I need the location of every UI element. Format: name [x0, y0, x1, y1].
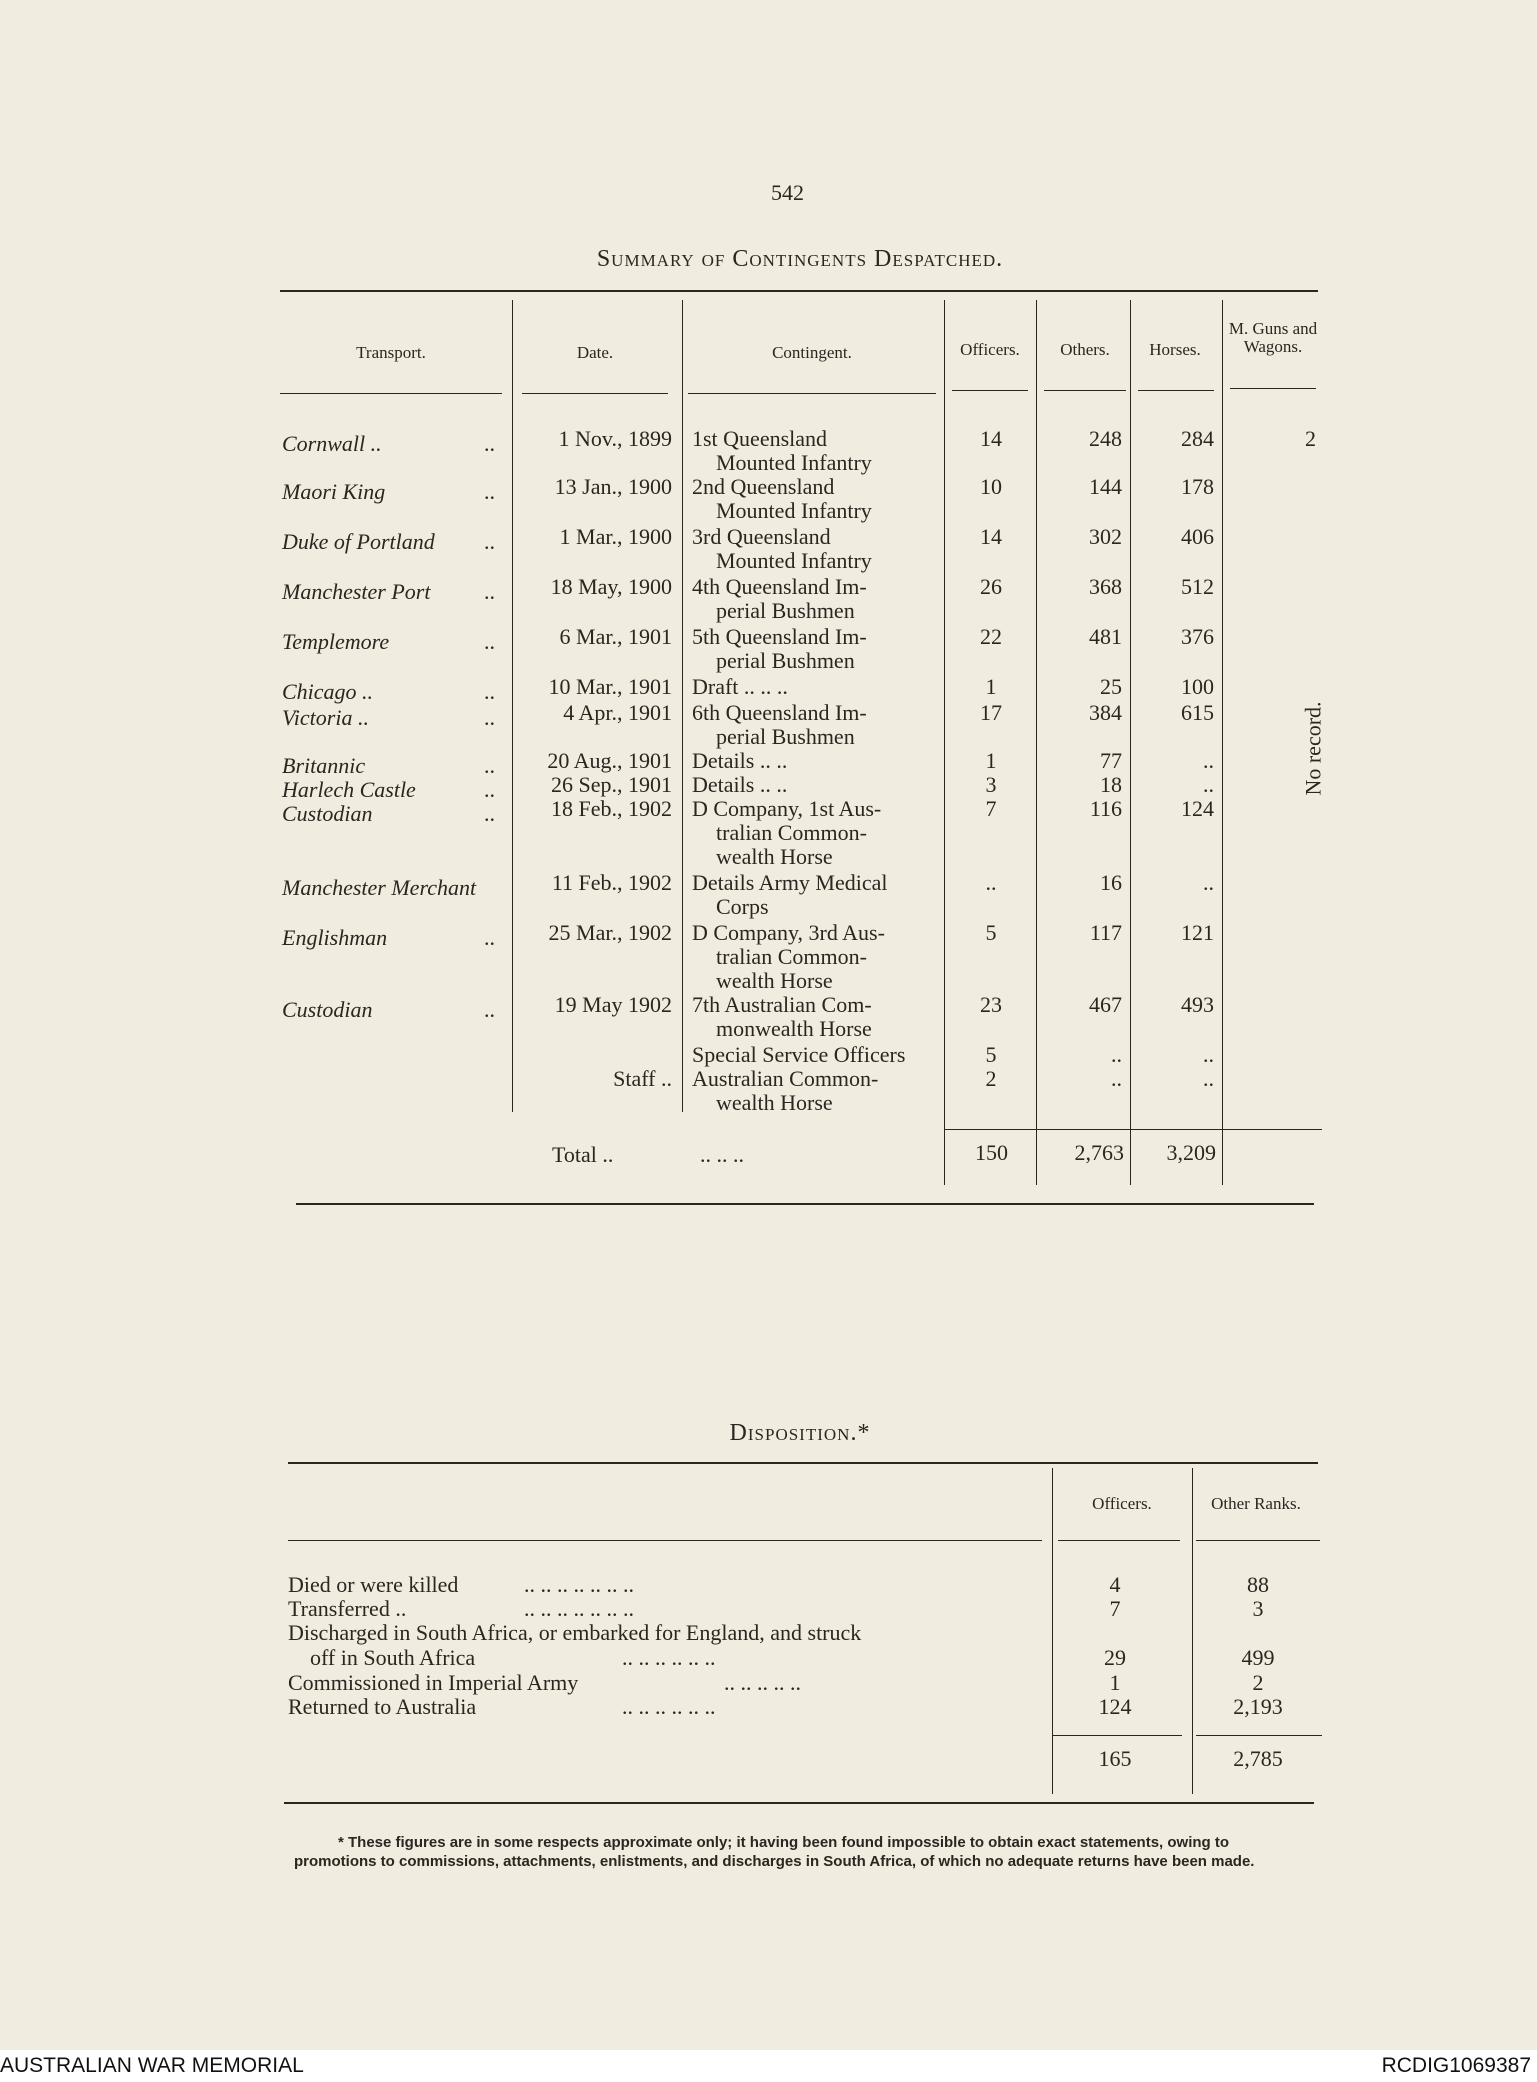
row-date: 20 Aug., 1901: [547, 748, 672, 773]
disposition-row-others: 2,193: [1233, 1694, 1283, 1719]
disposition-row-others: 3: [1252, 1596, 1264, 1621]
row-dots: ..: [484, 479, 495, 504]
row-transport: Britannic: [282, 753, 366, 778]
row-contingent: D Company, 1st Aus-: [692, 796, 882, 821]
row-officers: 1: [985, 674, 997, 699]
row-horses: 284: [1181, 426, 1214, 451]
disposition-row-label: Died or were killed: [288, 1572, 459, 1597]
disposition-top-rule: [288, 1462, 1318, 1464]
disposition-row-officers: 29: [1104, 1645, 1126, 1670]
row-horses: 124: [1181, 796, 1214, 821]
row-dots: ..: [484, 997, 495, 1022]
row-officers: 5: [985, 1042, 997, 1067]
disposition-row-label: Commissioned in Imperial Army: [288, 1670, 579, 1695]
row-others: 384: [1089, 700, 1122, 725]
row-date: 26 Sep., 1901: [551, 772, 672, 797]
header-rule: [1058, 1540, 1180, 1541]
row-others: 144: [1089, 474, 1122, 499]
row-transport: Maori King: [282, 479, 386, 504]
row-others: 16: [1100, 870, 1122, 895]
header-transport: Transport.: [356, 343, 426, 362]
header-mguns: M. Guns and Wagons.: [1228, 319, 1318, 356]
row-dots: ..: [484, 579, 495, 604]
row-officers: 26: [980, 574, 1002, 599]
row-contingent: Details Army Medical: [692, 870, 888, 895]
row-others: 116: [1089, 796, 1122, 821]
row-officers: 7: [985, 796, 997, 821]
header-rule: [522, 393, 668, 394]
row-contingent-cont: wealth Horse: [716, 1090, 833, 1115]
row-officers: ..: [985, 870, 997, 895]
row-date: 1 Mar., 1900: [559, 524, 672, 549]
row-date: 10 Mar., 1901: [548, 674, 672, 699]
header-rule: [952, 390, 1028, 391]
row-horses: ..: [1203, 772, 1214, 797]
row-officers: 5: [985, 920, 997, 945]
total-rule: [1052, 1735, 1182, 1736]
row-contingent: Details .. ..: [692, 748, 788, 773]
row-contingent-cont: wealth Horse: [716, 968, 833, 993]
disposition-row-others: 2: [1252, 1670, 1264, 1695]
header-rule: [1196, 1540, 1320, 1541]
row-date: 11 Feb., 1902: [551, 870, 672, 895]
row-contingent-cont: Mounted Infantry: [716, 548, 872, 573]
row-contingent: 7th Australian Com-: [692, 992, 872, 1017]
row-horses: 615: [1181, 700, 1214, 725]
col-rule: [682, 300, 683, 1112]
row-contingent-cont: Corps: [716, 894, 769, 919]
row-contingent-cont: perial Bushmen: [716, 648, 855, 673]
summary-title: Summary of Contingents Despatched.: [596, 246, 1004, 272]
disposition-header-officers: Officers.: [1092, 1494, 1152, 1513]
row-transport: Custodian: [282, 997, 373, 1022]
row-horses: ..: [1203, 1042, 1214, 1067]
row-officers: 10: [980, 474, 1002, 499]
row-horses: 100: [1181, 674, 1214, 699]
row-contingent: Australian Common-: [692, 1066, 879, 1091]
row-others: 117: [1089, 920, 1122, 945]
row-contingent-cont: perial Bushmen: [716, 724, 855, 749]
page-number: 542: [771, 180, 804, 205]
row-transport: Harlech Castle: [282, 777, 416, 802]
row-date: Staff ..: [613, 1066, 672, 1091]
row-contingent-cont: Mounted Infantry: [716, 498, 872, 523]
row-contingent: 5th Queensland Im-: [692, 624, 867, 649]
row-officers: 17: [980, 700, 1002, 725]
row-dots: ..: [484, 777, 495, 802]
row-dots: ..: [484, 753, 495, 778]
row-horses: 493: [1181, 992, 1214, 1017]
summary-bottom-rule: [296, 1203, 1314, 1205]
header-rule: [1138, 390, 1214, 391]
row-horses: 121: [1181, 920, 1214, 945]
summary-top-rule: [280, 290, 1318, 292]
disposition-row-label: Transferred ..: [288, 1596, 407, 1621]
row-transport: Templemore: [282, 629, 390, 654]
row-contingent: Draft .. .. ..: [692, 674, 788, 699]
no-record-note: No record.: [1300, 701, 1326, 796]
header-contingent: Contingent.: [772, 343, 852, 362]
total-label: Total ..: [552, 1142, 614, 1167]
row-transport: Manchester Port: [282, 579, 431, 604]
footer-strip: [0, 2050, 1537, 2082]
row-mguns: 2: [1305, 426, 1316, 451]
disposition-total-officers: 165: [1098, 1746, 1132, 1771]
row-officers: 14: [980, 426, 1002, 451]
row-date: 6 Mar., 1901: [559, 624, 672, 649]
disposition-row-dots: .. .. .. .. .. ..: [622, 1645, 716, 1670]
row-contingent-cont: tralian Common-: [716, 820, 867, 845]
row-others: 302: [1089, 524, 1122, 549]
disposition-row-dots: .. .. .. .. ..: [724, 1670, 801, 1695]
row-date: 13 Jan., 1900: [554, 474, 672, 499]
row-horses: 178: [1181, 474, 1214, 499]
disposition-header-other-ranks: Other Ranks.: [1211, 1494, 1301, 1513]
row-horses: 512: [1181, 574, 1214, 599]
row-transport: Duke of Portland: [282, 529, 435, 554]
disposition-title: Disposition.*: [729, 1420, 871, 1446]
row-officers: 23: [980, 992, 1002, 1017]
row-date: 19 May 1902: [554, 992, 672, 1017]
row-others: 368: [1089, 574, 1122, 599]
row-dots: ..: [484, 925, 495, 950]
row-others: ..: [1111, 1042, 1122, 1067]
row-transport: Cornwall ..: [282, 431, 382, 456]
row-others: 248: [1089, 426, 1122, 451]
row-others: 18: [1100, 772, 1122, 797]
row-contingent-cont: monwealth Horse: [716, 1016, 872, 1041]
row-dots: ..: [484, 529, 495, 554]
row-horses: 376: [1181, 624, 1214, 649]
row-date: 1 Nov., 1899: [558, 426, 672, 451]
disposition-row-dots: .. .. .. .. .. .. ..: [524, 1572, 634, 1597]
row-dots: ..: [484, 629, 495, 654]
row-officers: 2: [985, 1066, 997, 1091]
row-transport: Victoria ..: [282, 705, 369, 730]
total-dots: .. .. ..: [700, 1142, 744, 1167]
header-rule: [1230, 388, 1316, 389]
header-date: Date.: [576, 343, 614, 362]
row-contingent-cont: wealth Horse: [716, 844, 833, 869]
row-others: 481: [1089, 624, 1122, 649]
header-rule: [688, 393, 936, 394]
total-rule: [944, 1129, 1322, 1130]
disposition-row-label: Discharged in South Africa, or embarked for England, and struck: [288, 1620, 862, 1645]
disposition-bottom-rule: [284, 1802, 1314, 1804]
row-contingent: 6th Queensland Im-: [692, 700, 867, 725]
header-rule: [1044, 390, 1126, 391]
row-officers: 1: [985, 748, 997, 773]
footnote: * These figures are in some respects approximate only; it having been found impossible to obtain exact statements, owing to promotions to commissions, attachments, enlistments, and discharges in South Africa, of which no adequate returns have been made.: [294, 1834, 1255, 1870]
row-transport: Chicago ..: [282, 679, 374, 704]
row-others: 25: [1100, 674, 1122, 699]
disposition-row-officers: 7: [1109, 1596, 1121, 1621]
disposition-row-others: 499: [1241, 1645, 1275, 1670]
row-contingent: Special Service Officers: [692, 1042, 906, 1067]
disposition-row-others: 88: [1247, 1572, 1269, 1597]
row-date: 4 Apr., 1901: [563, 700, 672, 725]
row-dots: ..: [484, 705, 495, 730]
disposition-row-officers: 124: [1098, 1694, 1132, 1719]
row-contingent-cont: perial Bushmen: [716, 598, 855, 623]
row-contingent: 1st Queensland: [692, 426, 828, 451]
total-rule: [1196, 1735, 1322, 1736]
row-others: 467: [1089, 992, 1122, 1017]
row-horses: ..: [1203, 870, 1214, 895]
row-officers: 3: [985, 772, 997, 797]
disposition-row-officers: 1: [1109, 1670, 1121, 1695]
disposition-row-label: off in South Africa: [310, 1645, 476, 1670]
header-rule: [288, 1540, 1042, 1541]
row-contingent: 4th Queensland Im-: [692, 574, 867, 599]
total-others: 2,763: [1074, 1140, 1124, 1165]
row-date: 18 May, 1900: [550, 574, 672, 599]
row-contingent: Details .. ..: [692, 772, 788, 797]
header-others: Others.: [1060, 340, 1110, 359]
header-officers: Officers.: [960, 340, 1020, 359]
row-others: 77: [1100, 748, 1122, 773]
row-horses: 406: [1181, 524, 1214, 549]
disposition-row-label: Returned to Australia: [288, 1694, 477, 1719]
row-contingent-cont: tralian Common-: [716, 944, 867, 969]
row-transport: Englishman: [282, 925, 388, 950]
row-horses: ..: [1203, 748, 1214, 773]
row-dots: ..: [484, 801, 495, 826]
total-horses: 3,209: [1166, 1140, 1216, 1165]
row-contingent: 3rd Queensland: [692, 524, 831, 549]
row-officers: 22: [980, 624, 1002, 649]
row-contingent-cont: Mounted Infantry: [716, 450, 872, 475]
row-transport: Manchester Merchant: [282, 875, 477, 900]
row-others: ..: [1111, 1066, 1122, 1091]
disposition-row-officers: 4: [1109, 1572, 1121, 1597]
header-rule: [280, 393, 502, 394]
row-horses: ..: [1203, 1066, 1214, 1091]
row-date: 25 Mar., 1902: [548, 920, 672, 945]
row-contingent: 2nd Queensland: [692, 474, 835, 499]
row-transport: Custodian: [282, 801, 373, 826]
row-dots: ..: [484, 431, 495, 456]
row-dots: ..: [484, 679, 495, 704]
row-officers: 14: [980, 524, 1002, 549]
disposition-total-others: 2,785: [1233, 1746, 1283, 1771]
row-date: 18 Feb., 1902: [551, 796, 672, 821]
row-contingent: D Company, 3rd Aus-: [692, 920, 885, 945]
disposition-row-dots: .. .. .. .. .. .. ..: [524, 1596, 634, 1621]
footer-right: RCDIG1069387: [1381, 2054, 1531, 2077]
disposition-row-dots: .. .. .. .. .. ..: [622, 1694, 716, 1719]
footer-left: AUSTRALIAN WAR MEMORIAL: [0, 2054, 304, 2077]
total-officers: 150: [975, 1140, 1008, 1165]
header-horses: Horses.: [1149, 340, 1201, 359]
